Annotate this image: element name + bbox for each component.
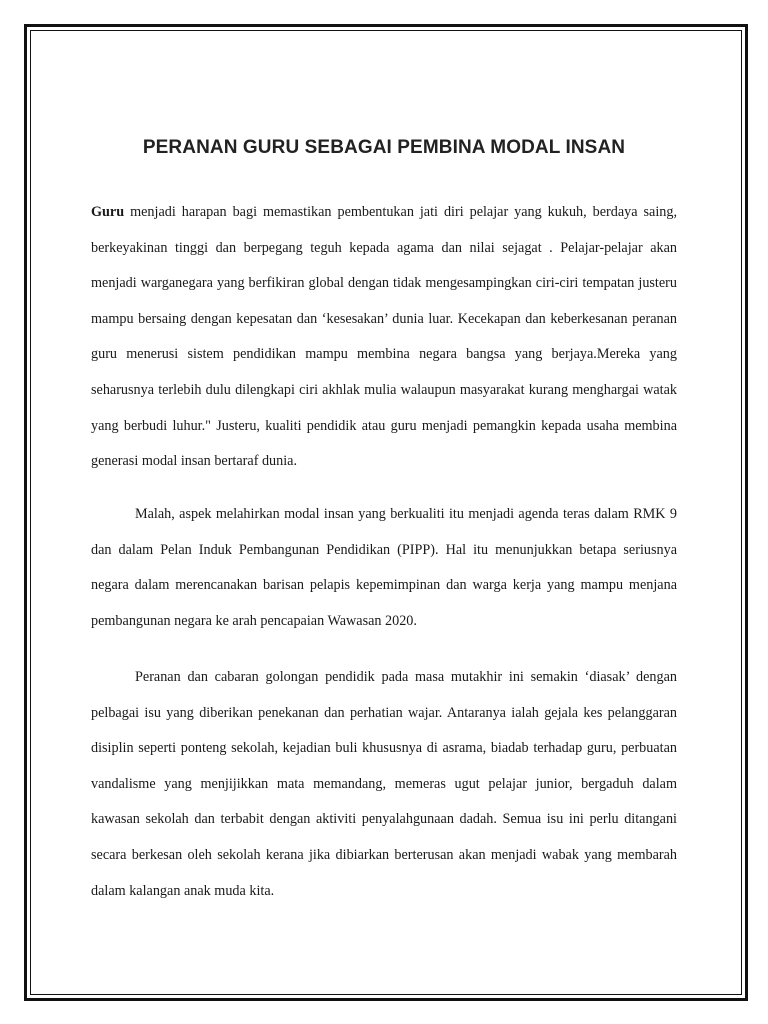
paragraph-1-text: menjadi harapan bagi memastikan pembentukan jati diri pelajar yang kukuh, berdaya saing, berkeyakinan tinggi dan berpegang teguh kepada agama dan nilai sejagat . Pelajar-pelajar akan menjadi warganegara yang berfikiran global dengan tidak mengesampingkan ciri-ciri tempatan justeru mampu bersaing dengan kepesatan dan ‘kesesakan’ dunia luar. Kecekapan dan keberkesanan peranan guru menerusi sistem pendidikan mampu membina negara bangsa yang berjaya.Mereka yang seharusnya terlebih dulu dilengkapi ciri akhlak mulia walaupun masyarakat kurang menghargai watak yang berbudi luhur." Justeru, kualiti pendidik atau guru menjadi pemangkin kepada usaha membina generasi modal insan bertaraf dunia. bbox=[91, 204, 677, 470]
paragraph-1-lead-word: Guru bbox=[91, 204, 125, 220]
paragraph-3: Peranan dan cabaran golongan pendidik pada masa mutakhir ini semakin ‘diasak’ dengan pelbagai isu yang diberikan penekanan dan perhatian wajar. Antaranya ialah gejala kes pelanggaran disiplin seperti ponteng sekolah, kejadian buli khususnya di asrama, biadab terhadap guru, perbuatan vandalisme yang menjijikkan mata memandang, memeras ugut pelajar junior, bergaduh dalam kawasan sekolah dan terbabit dengan aktiviti penyalahgunaan dadah. Semua isu ini perlu ditangani secara berkesan oleh sekolah kerana jika dibiarkan berterusan akan menjadi wabak yang membarah dalam kalangan anak muda kita. bbox=[91, 669, 677, 899]
paragraph-1 bbox=[91, 195, 677, 480]
paragraph-2: Malah, aspek melahirkan modal insan yang berkualiti itu menjadi agenda teras dalam RMK 9 dan dalam Pelan Induk Pembangunan Pendidikan (PIPP). Hal itu menunjukkan betapa seriusnya negara dalam merencanakan barisan pelapis kepemimpinan dan warga kerja yang mampu menjana pembangunan negara ke arah pencapaian Wawasan 2020. bbox=[91, 506, 677, 629]
document-title: PERANAN GURU SEBAGAI PEMBINA MODAL INSAN bbox=[142, 136, 626, 158]
